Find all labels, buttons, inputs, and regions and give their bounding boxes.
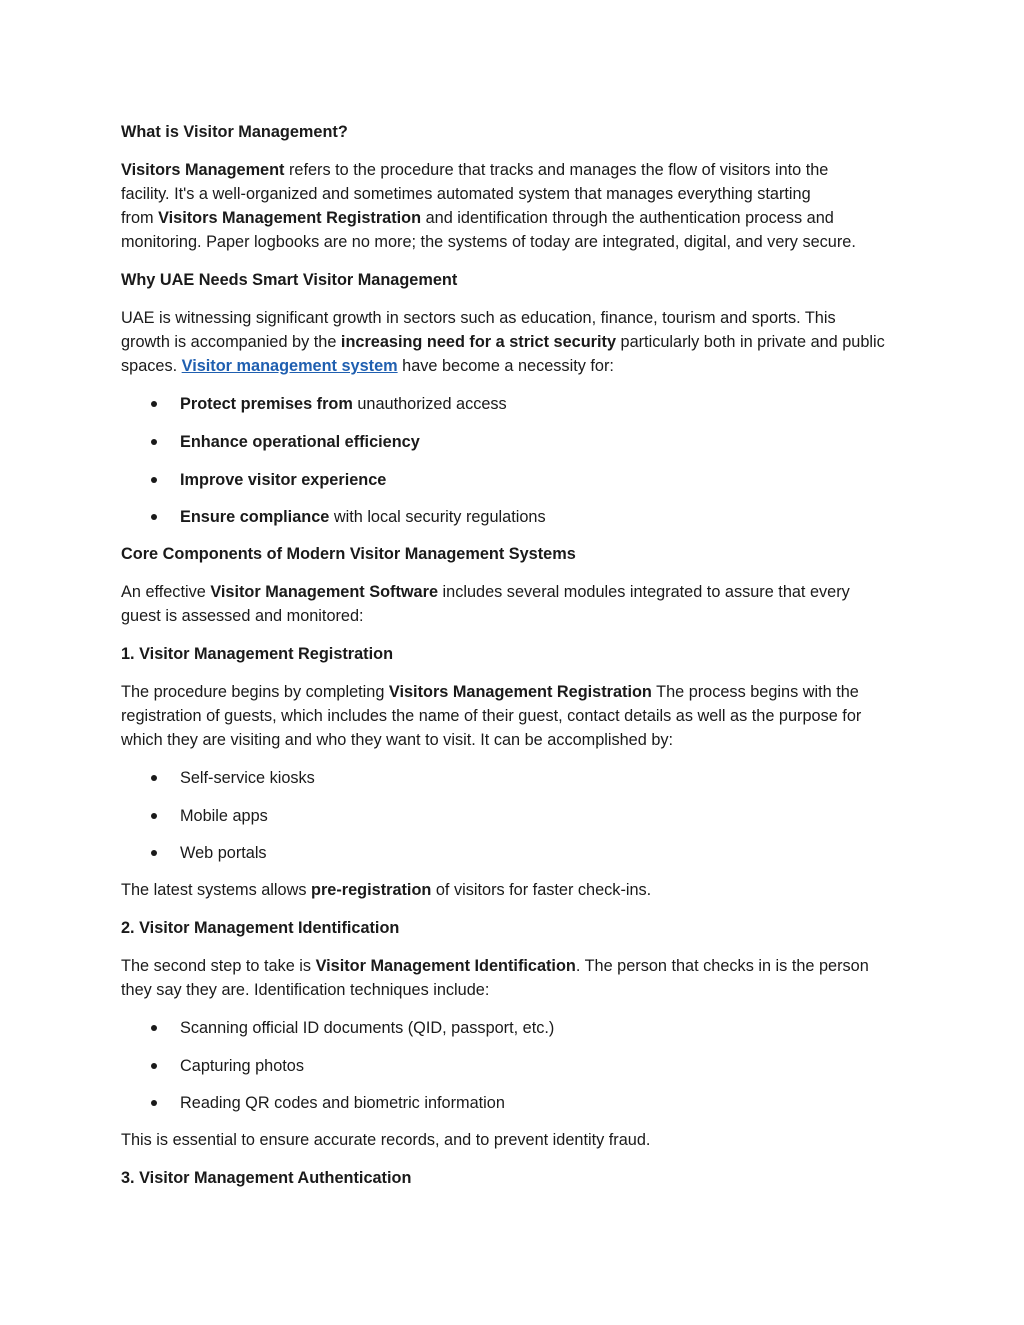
bullet-icon [151,477,157,483]
paragraph-line [121,956,869,976]
text: have become a necessity for: [397,357,614,375]
text: of visitors for faster check-ins. [431,881,652,899]
heading-registration: 1. Visitor Management Registration [121,645,394,663]
paragraph-line [121,332,885,352]
text: The procedure begins by completing [121,683,389,701]
list-item [180,470,386,490]
list-item: Reading QR codes and biometric information [180,1094,505,1112]
bold-text: Improve visitor experience [180,471,387,489]
text: particularly both in private and public [616,333,885,351]
text: . The person that checks in is the person [575,957,869,975]
list-item: Scanning official ID documents (QID, passport, etc.) [180,1019,555,1037]
bullet-icon [151,775,157,781]
text: refers to the procedure that tracks and manages the flow of visitors into the [284,161,829,179]
heading-authentication: 3. Visitor Management Authentication [121,1169,412,1187]
paragraph-line: registration of guests, which includes the name of their guest, contact details as well as the purpose for [121,707,862,725]
list-item: Web portals [180,844,267,862]
text: and identification through the authentication process and [421,209,834,227]
bullet-icon [151,1025,157,1031]
heading-why-uae: Why UAE Needs Smart Visitor Management [121,271,458,289]
bullet-icon [151,813,157,819]
paragraph-line: guest is assessed and monitored: [121,607,364,625]
text: includes several modules integrated to assure that every [438,583,850,601]
list-item: Self-service kiosks [180,769,315,787]
bold-text: Visitors Management Registration [388,683,652,701]
list-item [180,432,420,452]
list-item: Mobile apps [180,807,268,825]
visitor-management-system-link[interactable]: Visitor management system [181,357,398,375]
paragraph-line [121,208,834,228]
paragraph-line [121,356,614,376]
text: The process begins with the [651,683,859,701]
bullet-icon [151,850,157,856]
text: growth is accompanied by the [121,333,341,351]
heading-what-is: What is Visitor Management? [121,123,348,141]
bold-text: pre-registration [311,881,432,899]
bold-text: Protect premises from [180,395,353,413]
bold-text: Visitor Management Software [210,583,439,601]
bullet-icon [151,514,157,520]
paragraph-line [121,582,850,602]
text: The latest systems allows [121,881,312,899]
list-item [180,394,507,414]
bullet-icon [151,401,157,407]
bold-text: Enhance operational efficiency [180,433,420,451]
paragraph-line [121,880,651,900]
bullet-icon [151,439,157,445]
paragraph-line: monitoring. Paper logbooks are no more; the systems of today are integrated, digital, and very secure. [121,233,856,251]
text: spaces. [121,357,182,375]
bold-text: increasing need for a strict security [340,333,616,351]
paragraph-line [121,682,859,702]
bold-text: Ensure compliance [180,508,330,526]
bullet-icon [151,1100,157,1106]
bold-text: Visitors Management [121,161,285,179]
text: An effective [121,583,211,601]
list-item: Capturing photos [180,1057,305,1075]
bullet-icon [151,1063,157,1069]
paragraph-line: they say they are. Identification techniques include: [121,981,490,999]
bold-text: Visitor Management Identification [315,957,576,975]
paragraph-line: which they are visiting and who they want to visit. It can be accomplished by: [121,731,674,749]
text: unauthorized access [352,395,507,413]
paragraph-line [121,160,828,180]
paragraph-line: This is essential to ensure accurate records, and to prevent identity fraud. [121,1131,651,1149]
text: The second step to take is [121,957,316,975]
paragraph-line: facility. It's a well-organized and sometimes automated system that manages everything starting [121,185,811,203]
bold-text: Visitors Management Registration [158,209,422,227]
heading-core-components: Core Components of Modern Visitor Management Systems [121,545,576,563]
list-item [180,507,546,527]
heading-identification: 2. Visitor Management Identification [121,919,400,937]
text: from [121,209,159,227]
text: with local security regulations [329,508,546,526]
paragraph-line: UAE is witnessing significant growth in sectors such as education, finance, tourism and sports. This [121,309,836,327]
